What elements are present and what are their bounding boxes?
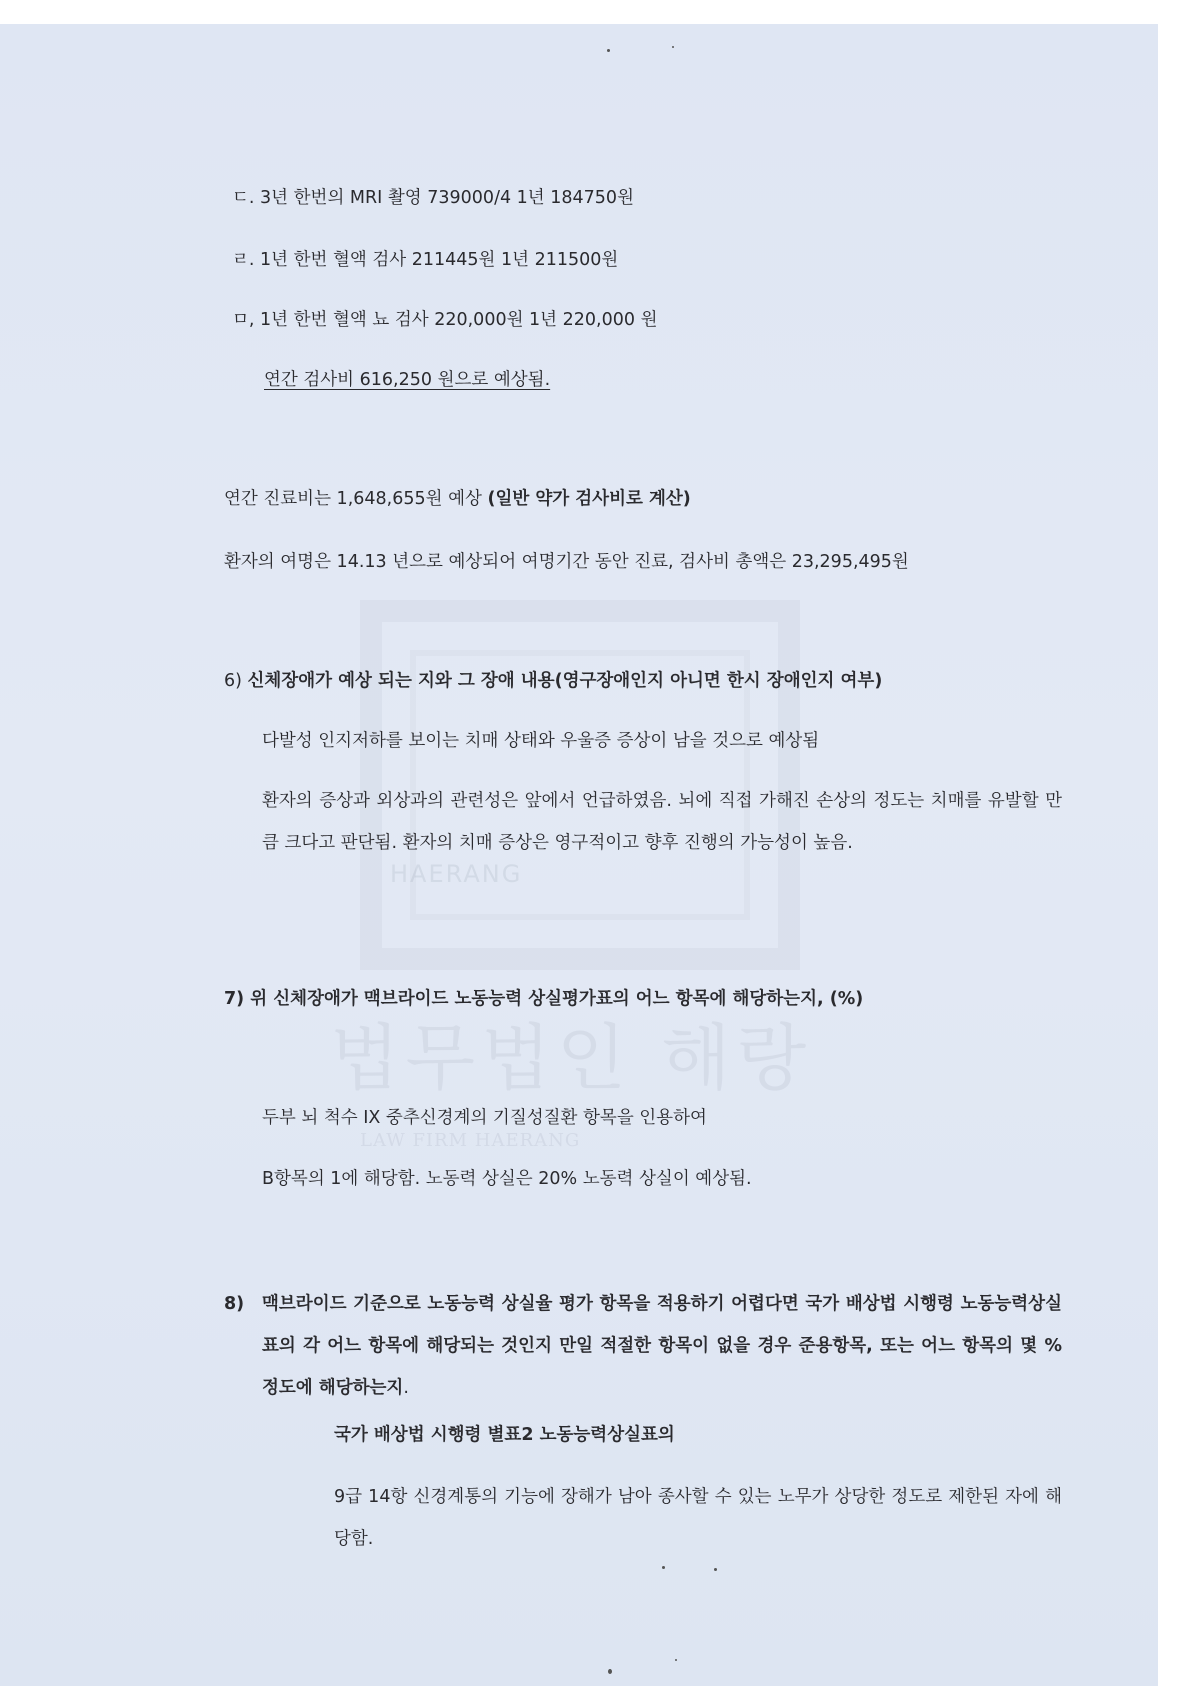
scan-right-margin (1158, 0, 1200, 1686)
section8-subheading: 국가 배상법 시행령 별표2 노동능력상실표의 (334, 1425, 675, 1445)
scan-speck (608, 1669, 612, 1674)
scan-speck (672, 46, 674, 48)
scan-top-margin (0, 0, 1158, 24)
scan-speck (714, 1568, 717, 1571)
exam-item-blood: ㄹ. 1년 한번 혈액 검사 211445원 1년 211500원 (232, 250, 619, 270)
section8-heading (262, 1283, 1062, 1409)
section7-heading: 7) 위 신체장애가 맥브라이드 노동능력 상실평가표의 어느 항목에 해당하는지, (%) (224, 989, 864, 1009)
annual-medical-note: (일반 약가 검사비로 계산) (487, 489, 691, 509)
scan-speck (662, 1566, 665, 1569)
section8-title-end: . (403, 1378, 409, 1398)
exam-item-mri: ㄷ. 3년 한번의 MRI 촬영 739000/4 1년 184750원 (232, 188, 634, 208)
section8-paragraph: 9급 14항 신경계통의 기능에 장해가 남아 종사할 수 있는 노무가 상당한 정도로 제한된 자에 해당함. (334, 1487, 1062, 1549)
annual-exam-total: 연간 검사비 616,250 원으로 예상됨. (264, 370, 551, 390)
annual-medical-text: 연간 진료비는 1,648,655원 예상 (224, 489, 488, 509)
annual-medical-cost (224, 487, 691, 511)
exam-item-blood-urine: ㅁ, 1년 한번 혈액 뇨 검사 220,000원 1년 220,000 원 (232, 310, 658, 330)
section7-line1: 두부 뇌 척수 IX 중추신경계의 기질성질환 항목을 인용하여 (262, 1108, 707, 1128)
section6-line1: 다발성 인지저하를 보이는 치매 상태와 우울증 증상이 남을 것으로 예상됨 (262, 731, 820, 751)
lifetime-total: 환자의 여명은 14.13 년으로 예상되어 여명기간 동안 진료, 검사비 총액은 23,295,495원 (224, 552, 909, 572)
section8-title: 맥브라이드 기준으로 노동능력 상실율 평가 항목을 적용하기 어렵다면 국가 배상법 시행령 노동능력상실표의 각 어느 항목에 해당되는 것인지 만일 적절한 항목이 없을 경우 준용항목, 또는 어느 항목의 몇 % 정도에 해당하는지 (262, 1294, 1062, 1398)
section6-heading (224, 669, 882, 693)
section6-number: 6) (224, 671, 248, 691)
section6-paragraph: 환자의 증상과 외상과의 관련성은 앞에서 언급하였음. 뇌에 직접 가해진 손상의 정도는 치매를 유발할 만큼 크다고 판단됨. 환자의 치매 증상은 영구적이고 향후 진행의 가능성이 높음. (262, 791, 1062, 853)
scan-speck (675, 1659, 677, 1661)
scan-speck (607, 49, 610, 52)
section8-number: 8) (224, 1294, 245, 1314)
section6-title: 신체장애가 예상 되는 지와 그 장애 내용(영구장애인지 아니면 한시 장애인지 여부) (247, 671, 883, 691)
section7-line2: B항목의 1에 해당함. 노동력 상실은 20% 노동력 상실이 예상됨. (262, 1169, 752, 1189)
